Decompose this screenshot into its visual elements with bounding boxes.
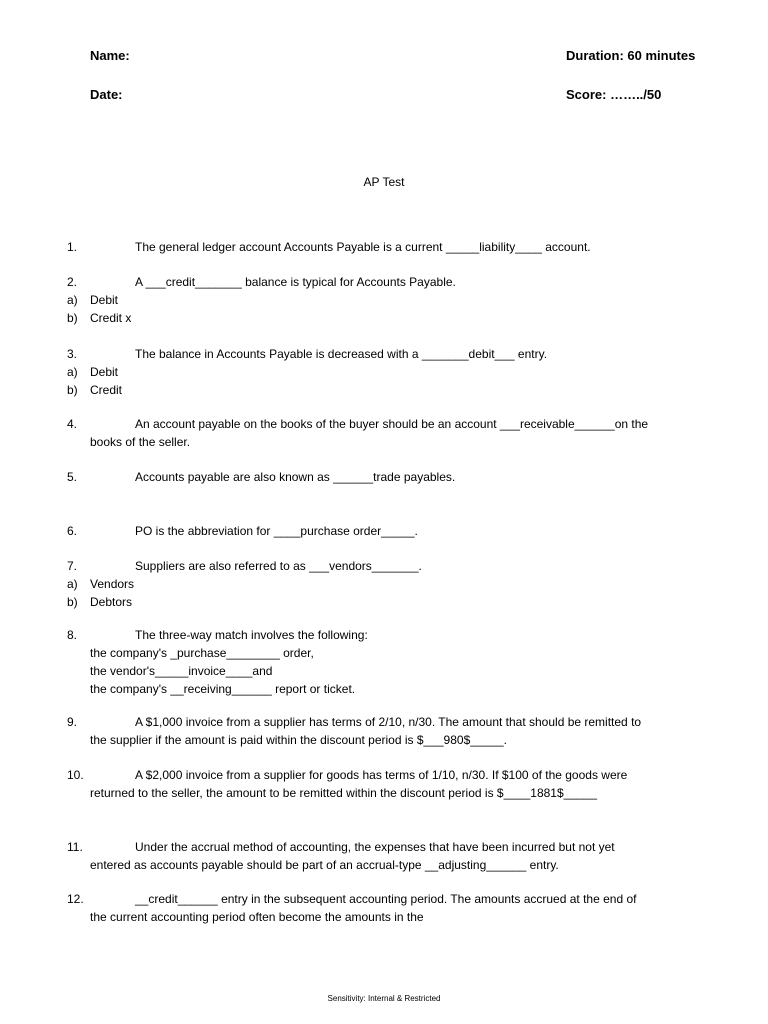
question-number: 4. bbox=[67, 417, 78, 431]
question-number: 6. bbox=[67, 524, 78, 538]
option-text: Credit bbox=[90, 383, 123, 397]
option-text: Credit x bbox=[90, 311, 132, 325]
question-text: The general ledger account Accounts Payable is a current _____liability____ account. bbox=[135, 240, 591, 254]
date-label: Date: bbox=[90, 87, 123, 102]
question-number: 7. bbox=[67, 559, 78, 573]
question-text: The balance in Accounts Payable is decreased with a _______debit___ entry. bbox=[135, 347, 548, 361]
duration-label: Duration: 60 minutes bbox=[566, 48, 696, 63]
option-letter: b) bbox=[67, 595, 78, 609]
question-text-continued: returned to the seller, the amount to be remitted within the discount period is $____1881$_____ bbox=[90, 786, 598, 800]
question-text: The three-way match involves the following: bbox=[135, 628, 368, 642]
question-text-continued: the supplier if the amount is paid within the discount period is $___980$_____. bbox=[90, 733, 507, 747]
question-text: A ___credit_______ balance is typical for Accounts Payable. bbox=[135, 275, 456, 289]
question-number: 5. bbox=[67, 470, 78, 484]
question-number: 2. bbox=[67, 275, 78, 289]
option-text: Debit bbox=[90, 365, 119, 379]
option-letter: b) bbox=[67, 311, 78, 325]
question-number: 3. bbox=[67, 347, 78, 361]
score-label: Score: ……../50 bbox=[566, 87, 662, 102]
question-text: Suppliers are also referred to as ___vendors_______. bbox=[135, 559, 422, 573]
option-letter: a) bbox=[67, 293, 78, 307]
option-text: Debtors bbox=[90, 595, 133, 609]
option-text: Debit bbox=[90, 293, 119, 307]
question-text: Under the accrual method of accounting, the expenses that have been incurred but not yet bbox=[135, 840, 615, 854]
question-text: A $2,000 invoice from a supplier for goods has terms of 1/10, n/30. If $100 of the goods were bbox=[135, 768, 628, 782]
question-text: __credit______ entry in the subsequent accounting period. The amounts accrued at the end of bbox=[135, 892, 637, 906]
question-text: Accounts payable are also known as ______trade payables. bbox=[135, 470, 456, 484]
question-number: 8. bbox=[67, 628, 78, 642]
name-label: Name: bbox=[90, 48, 130, 63]
question-text: A $1,000 invoice from a supplier has terms of 2/10, n/30. The amount that should be remitted to bbox=[135, 715, 642, 729]
question-line: the company's _purchase________ order, bbox=[90, 646, 314, 660]
page-title: AP Test bbox=[363, 175, 405, 189]
sensitivity-footer: Sensitivity: Internal & Restricted bbox=[327, 994, 441, 1003]
option-letter: a) bbox=[67, 365, 78, 379]
question-number: 11. bbox=[67, 840, 83, 854]
question-text: An account payable on the books of the buyer should be an account ___receivable______on the bbox=[135, 417, 649, 431]
question-text-continued: the current accounting period often become the amounts in the bbox=[90, 910, 424, 924]
question-text: PO is the abbreviation for ____purchase order_____. bbox=[135, 524, 418, 538]
option-text: Vendors bbox=[90, 577, 135, 591]
option-letter: b) bbox=[67, 383, 78, 397]
question-line: the company's __receiving______ report or ticket. bbox=[90, 682, 356, 696]
question-line: the vendor's_____invoice____and bbox=[90, 664, 273, 678]
question-number: 12. bbox=[67, 892, 84, 906]
question-number: 1. bbox=[67, 240, 78, 254]
option-letter: a) bbox=[67, 577, 78, 591]
question-number: 10. bbox=[67, 768, 84, 782]
question-number: 9. bbox=[67, 715, 78, 729]
question-text-continued: entered as accounts payable should be part of an accrual-type __adjusting______ entry. bbox=[90, 858, 559, 872]
question-text-continued: books of the seller. bbox=[90, 435, 191, 449]
